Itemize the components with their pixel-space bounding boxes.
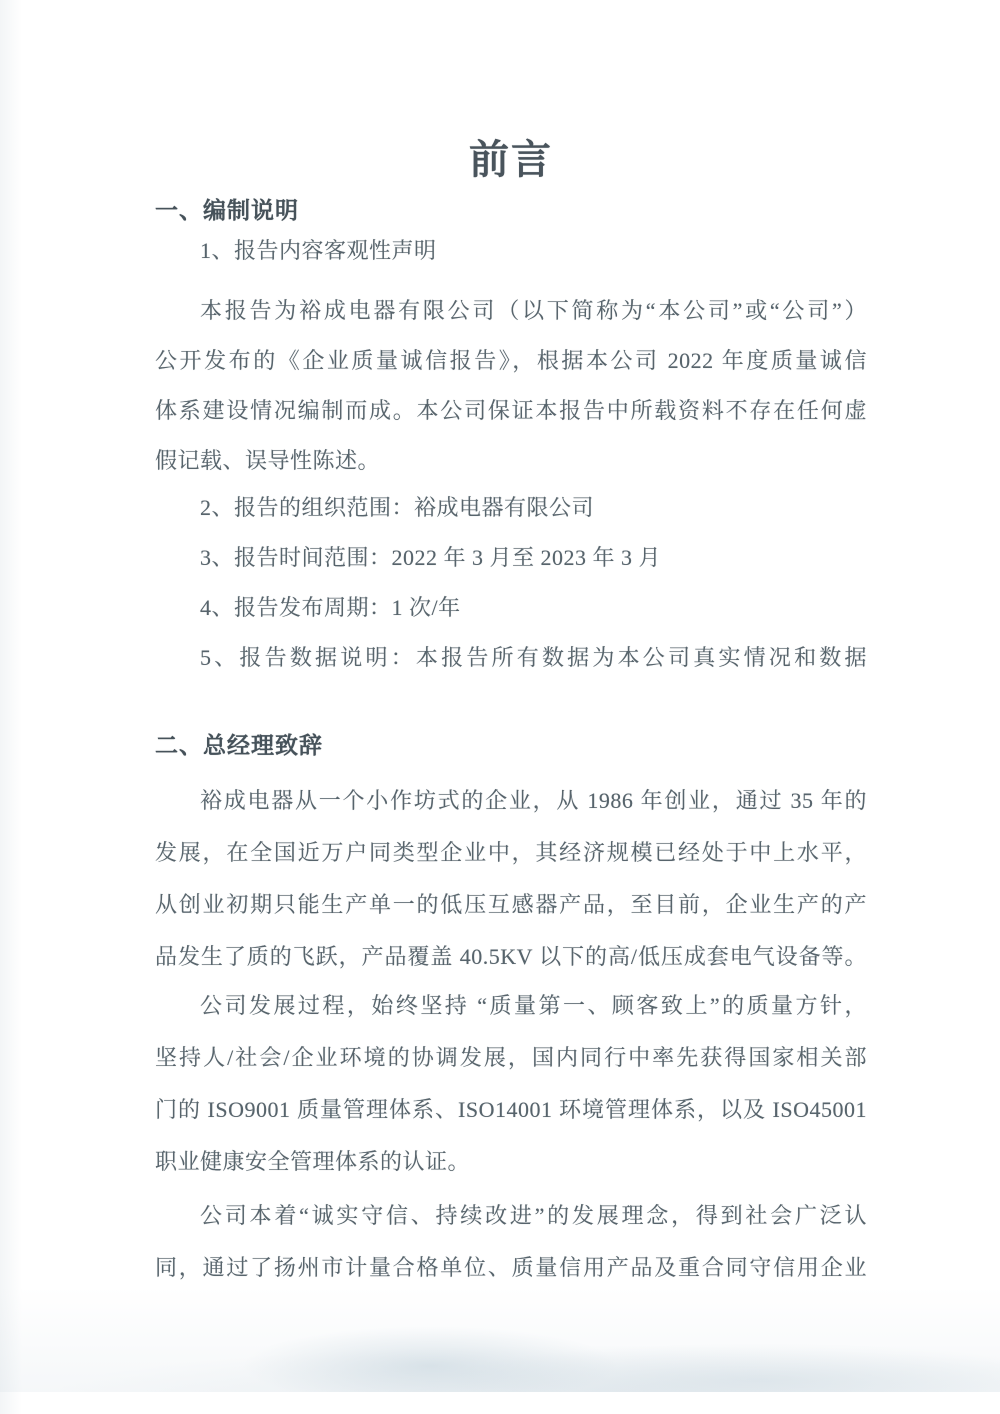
list-item: 4、报告发布周期：1 次/年 [200, 595, 461, 620]
paragraph-line: 从创业初期只能生产单一的低压互感器产品，至目前，企业生产的产 [155, 892, 867, 917]
paragraph-line: 职业健康安全管理体系的认证。 [155, 1149, 471, 1174]
section1-paragraph [155, 286, 867, 486]
paragraph-line: 同，通过了扬州市计量合格单位、质量信用产品及重合同守信用企业 [155, 1255, 867, 1280]
paragraph-line: 公开发布的《企业质量诚信报告》，根据本公司 2022 年度质量诚信 [155, 348, 867, 373]
list-item: 2、报告的组织范围：裕成电器有限公司 [200, 495, 595, 520]
section1-heading: 一、编制说明 [155, 198, 299, 223]
paragraph-line: 体系建设情况编制而成。本公司保证本报告中所载资料不存在任何虚 [155, 398, 867, 423]
list-item: 5、报告数据说明：本报告所有数据为本公司真实情况和数据 [200, 645, 867, 670]
paragraph-line: 坚持人/社会/企业环境的协调发展，国内同行中率先获得国家相关部 [155, 1045, 867, 1070]
list-item: 1、报告内容客观性声明 [200, 238, 437, 263]
paragraph-line: 本报告为裕成电器有限公司（以下简称为“本公司”或“公司”） [200, 298, 867, 323]
paragraph-line: 公司发展过程，始终坚持 “质量第一、顾客致上”的质量方针， [200, 993, 867, 1018]
paragraph-line: 品发生了质的飞跃，产品覆盖 40.5KV 以下的高/低压成套电气设备等。 [155, 944, 867, 969]
scan-shading-bottom [0, 1287, 1000, 1392]
section1-item-1 [155, 226, 867, 276]
paragraph-line: 裕成电器从一个小作坊式的企业，从 1986 年创业，通过 35 年的 [200, 788, 867, 813]
page-title: 前言 [469, 137, 553, 182]
paragraph-line: 发展，在全国近万户同类型企业中，其经济规模已经处于中上水平， [155, 840, 867, 865]
paragraph-line: 门的 ISO9001 质量管理体系、ISO14001 环境管理体系，以及 ISO45001 [155, 1097, 867, 1122]
section1-items [155, 483, 867, 683]
section2-paragraph-2 [155, 980, 867, 1188]
section2-heading: 二、总经理致辞 [155, 733, 323, 758]
section2-paragraph-3 [155, 1190, 867, 1294]
scan-shading-left-edge [0, 0, 22, 1414]
section2-paragraph-1 [155, 775, 867, 983]
paragraph-line: 公司本着“诚实守信、持续改进”的发展理念，得到社会广泛认 [200, 1203, 867, 1228]
paragraph-line: 假记载、误导性陈述。 [155, 448, 381, 473]
list-item: 3、报告时间范围：2022 年 3 月至 2023 年 3 月 [200, 545, 662, 570]
